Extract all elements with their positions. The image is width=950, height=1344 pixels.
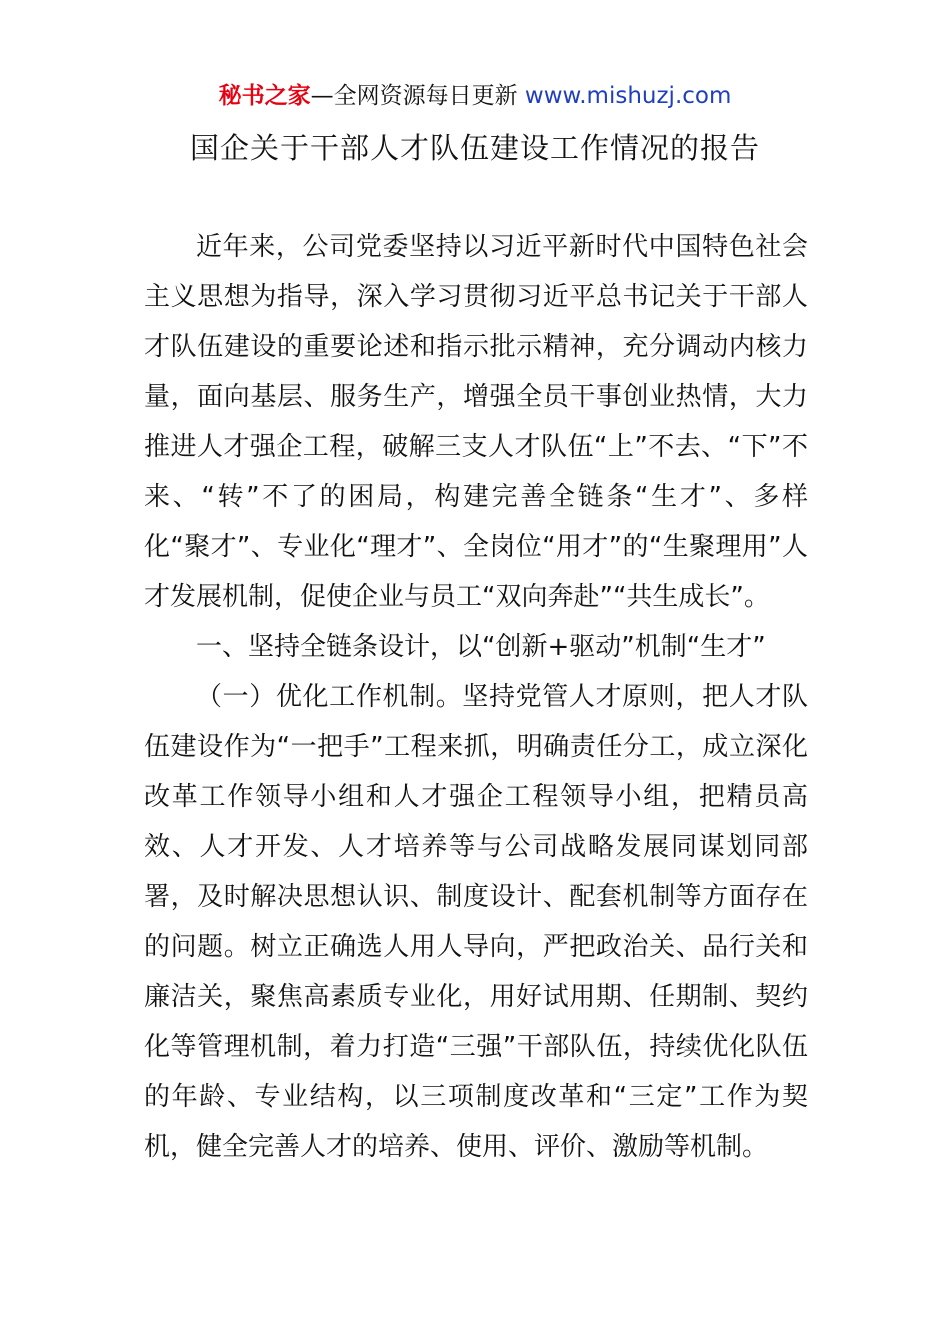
document-body (144, 222, 808, 1172)
header-tagline: —全网资源每日更新 (310, 83, 518, 109)
brand-name: 秘书之家 (218, 83, 311, 109)
intro-paragraph: 近年来，公司党委坚持以习近平新时代中国特色社会主义思想为指导，深入学习贯彻习近平总书记关于干部人才队伍建设的重要论述和指示批示精神，充分调动内核力量，面向基层、服务生产，增强全员干事创业热情，大力推进人才强企工程，破解三支人才队伍“上”不去、“下”不来、“转”不了的困局，构建完善全链条“生才”、多样化“聚才”、专业化“理才”、全岗位“用才”的“生聚理用”人才发展机制，促使企业与员工“双向奔赴”“共生成长”。 (144, 232, 808, 612)
site-header (0, 80, 950, 112)
body-paragraph: （一）优化工作机制。坚持党管人才原则，把人才队伍建设作为“一把手”工程来抓，明确责任分工，成立深化改革工作领导小组和人才强企工程领导小组，把精员高效、人才开发、人才培养等与公司战略发展同谋划同部署，及时解决思想认识、制度设计、配套机制等方面存在的问题。树立正确选人用人导向，严把政治关、品行关和廉洁关，聚焦高素质专业化，用好试用期、任期制、契约化等管理机制，着力打造“三强”干部队伍，持续优化队伍的年龄、专业结构，以三项制度改革和“三定”工作为契机，健全完善人才的培养、使用、评价、激励等机制。 (144, 682, 808, 1162)
document-title: 国企关于干部人才队伍建设工作情况的报告 (189, 131, 760, 165)
section-heading: 一、坚持全链条设计，以“创新+驱动”机制“生才” (196, 632, 766, 662)
site-url-link[interactable]: www.mishuzj.com (524, 83, 732, 109)
